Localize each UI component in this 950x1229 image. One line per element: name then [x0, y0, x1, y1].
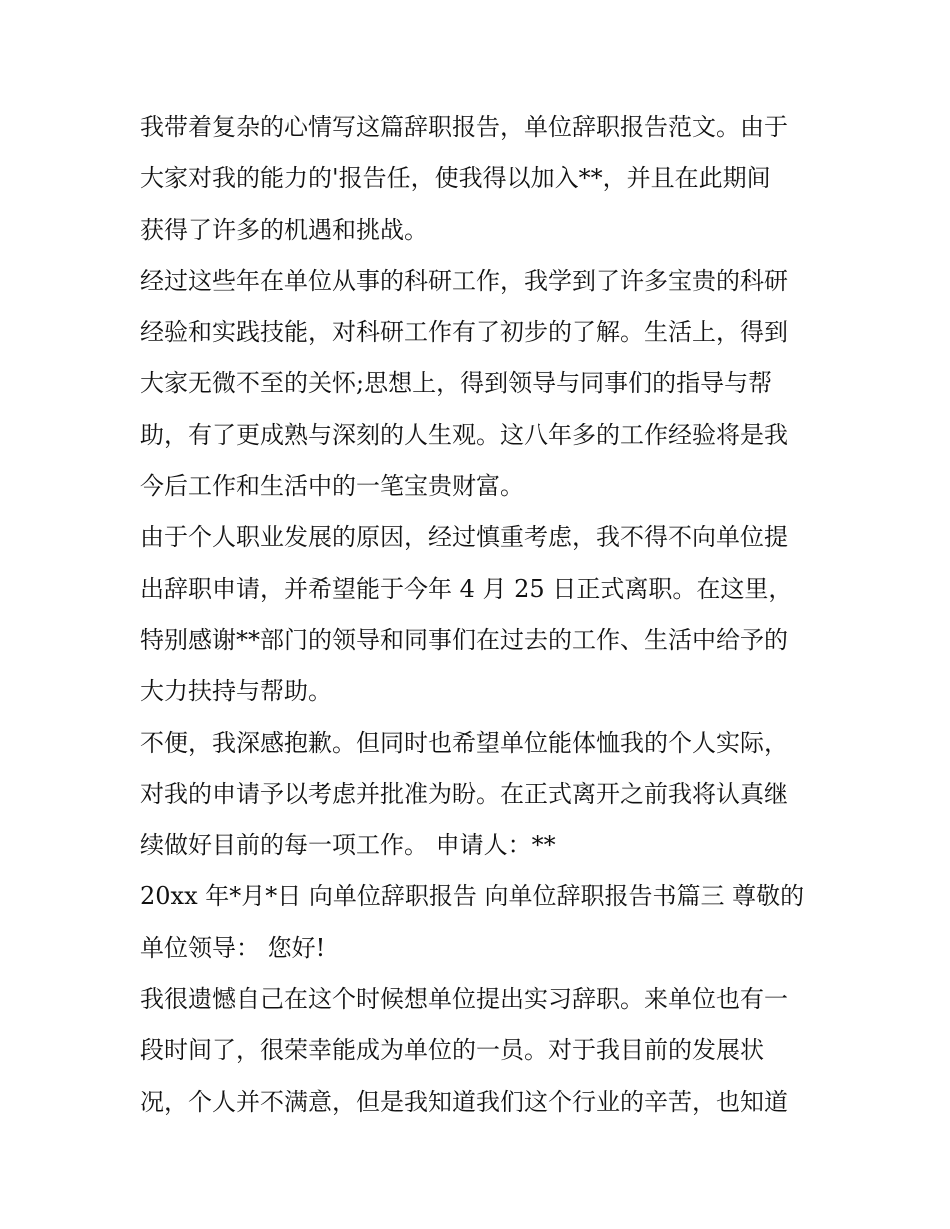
- text-line: 大家无微不至的关怀;思想上，得到领导与同事们的指导与帮: [140, 369, 773, 398]
- text-line: 我带着复杂的心情写这篇辞职报告，单位辞职报告范文。由于: [140, 113, 788, 141]
- text-line: 续做好目前的每一项工作。 申请人：**: [140, 831, 556, 860]
- text-line: 段时间了，很荣幸能成为单位的一员。对于我目前的发展状: [140, 1036, 764, 1065]
- text-line: 特别感谢**部门的领导和同事们在过去的工作、生活中给予的: [140, 625, 788, 654]
- text-line: 由于个人职业发展的原因，经过慎重考虑，我不得不向单位提: [140, 523, 788, 552]
- text-line: 今后工作和生活中的一笔宝贵财富。: [140, 472, 524, 501]
- text-line: 经验和实践技能，对科研工作有了初步的了解。生活上，得到: [140, 318, 788, 347]
- text-line: 单位领导： 您好!: [140, 933, 326, 962]
- text-line: 经过这些年在单位从事的科研工作，我学到了许多宝贵的科研: [140, 266, 788, 295]
- text-line: 大力扶持与帮助。: [140, 677, 332, 706]
- text-line: 获得了许多的机遇和挑战。: [140, 215, 428, 244]
- text-line: 不便，我深感抱歉。但同时也希望单位能体恤我的个人实际，: [140, 728, 788, 757]
- text-line: 助，有了更成熟与深刻的人生观。这八年多的工作经验将是我: [140, 420, 788, 449]
- text-line: 对我的申请予以考虑并批准为盼。在正式离开之前我将认真继: [140, 779, 788, 808]
- text-line: 况，个人并不满意，但是我知道我们这个行业的辛苦，也知道: [140, 1087, 788, 1116]
- text-line: 20xx 年*月*日 向单位辞职报告 向单位辞职报告书篇三 尊敬的: [140, 882, 805, 911]
- body-text: [140, 102, 820, 1128]
- text-line: 我很遗憾自己在这个时候想单位提出实习辞职。来单位也有一: [140, 985, 788, 1014]
- text-line: 出辞职申请，并希望能于今年 4 月 25 日正式离职。在这里，: [140, 574, 793, 603]
- text-line: 大家对我的能力的'报告任，使我得以加入**，并且在此期间: [140, 164, 771, 193]
